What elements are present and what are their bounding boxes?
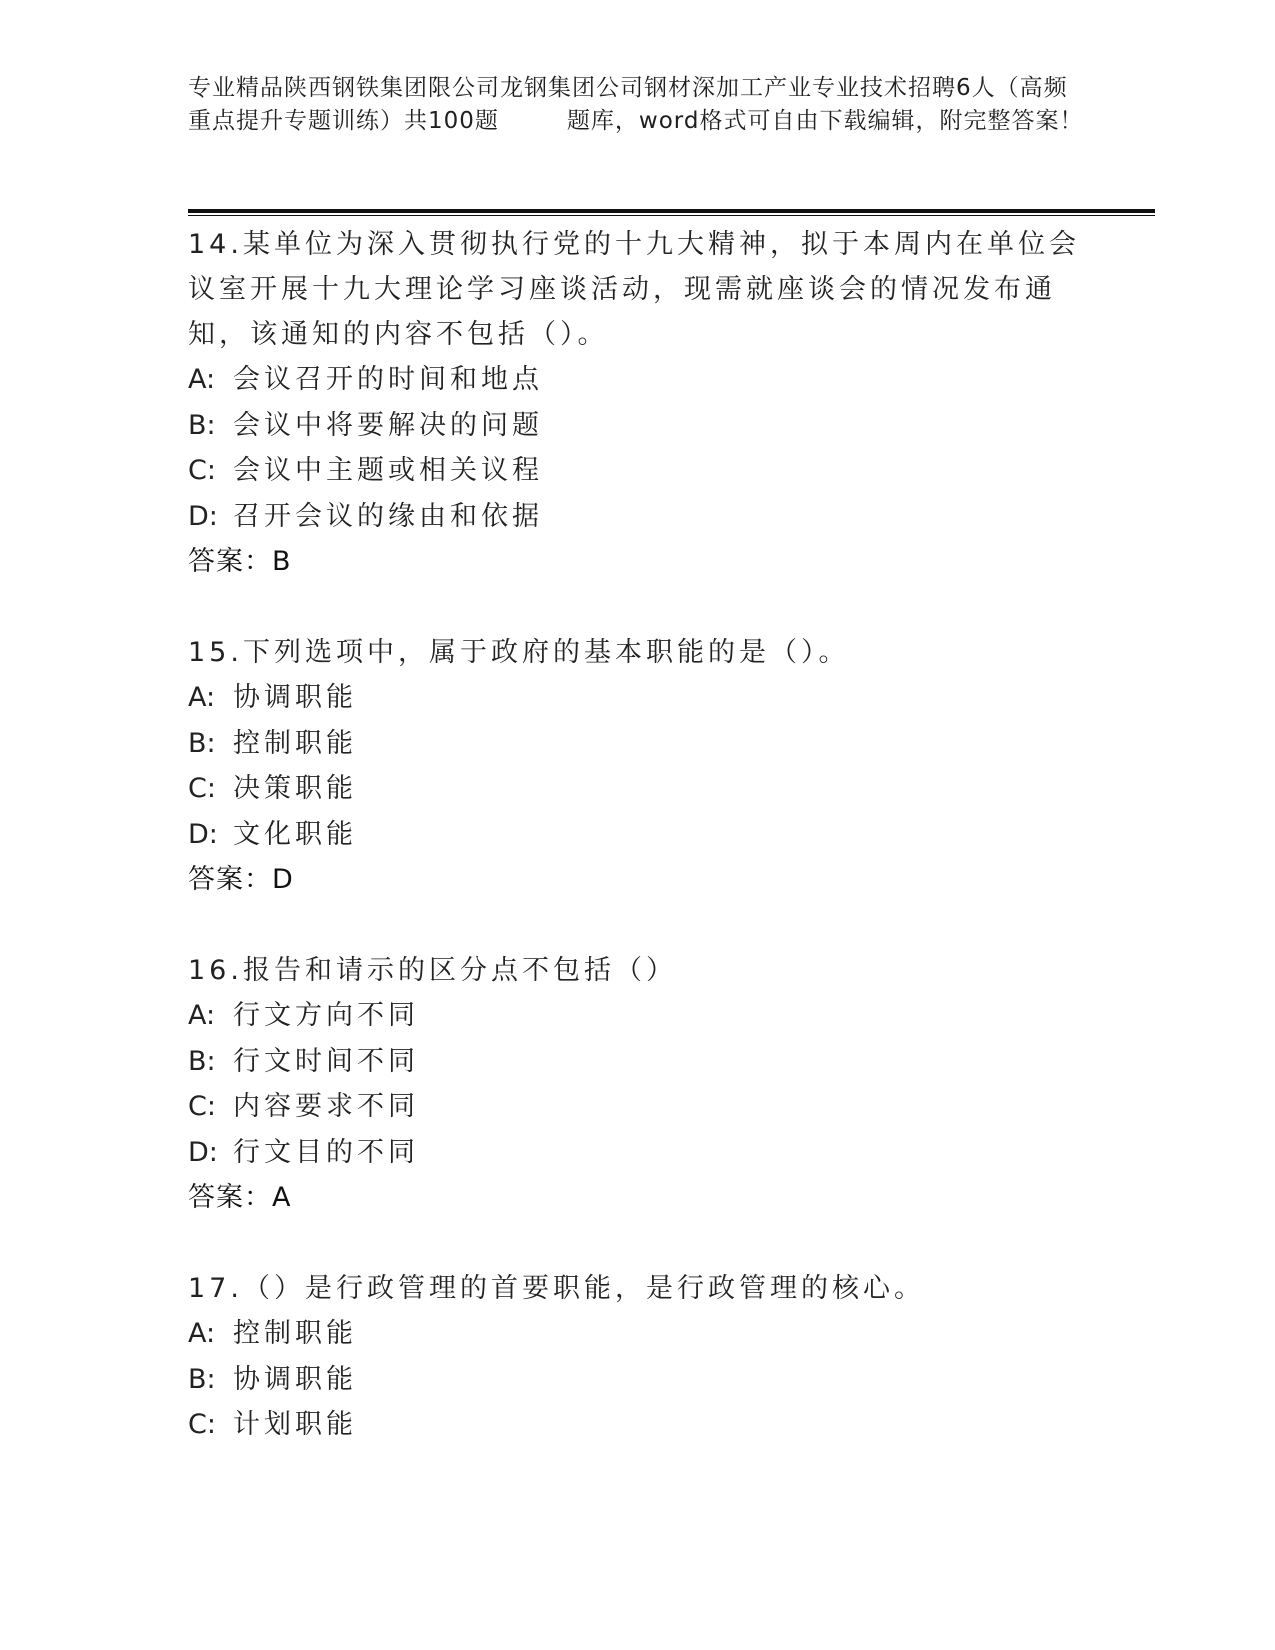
option-key: A: bbox=[188, 364, 216, 395]
question-text: 17.（）是行政管理的首要职能，是行政管理的核心。 bbox=[188, 1273, 925, 1304]
option-text: 召开会议的缘由和依据 bbox=[233, 500, 543, 532]
option-key: B: bbox=[188, 409, 216, 441]
option-a bbox=[188, 1311, 1088, 1357]
question-text: 16.报告和请示的区分点不包括（） bbox=[188, 955, 677, 986]
answer-text: 答案：B bbox=[188, 546, 292, 577]
header-title-part2: 题库，word格式可自由下载编辑，附完整答案！ bbox=[566, 108, 1084, 134]
option-text: 行文时间不同 bbox=[233, 1045, 419, 1077]
option-key: A: bbox=[188, 1318, 216, 1349]
option-b bbox=[188, 403, 1088, 449]
header-rule-thin bbox=[188, 215, 1155, 216]
answer-text: 答案：A bbox=[188, 1182, 292, 1213]
option-a bbox=[188, 675, 1088, 721]
option-key: A: bbox=[188, 682, 216, 713]
option-key: D: bbox=[188, 500, 218, 532]
option-a bbox=[188, 993, 1088, 1039]
option-key: D: bbox=[188, 1136, 218, 1168]
header-title-part1: 专业精品陕西钢铁集团限公司龙钢集团公司钢材深加工产业专业技术招聘6人（高频重点提升专题训练）共100题 bbox=[188, 75, 1068, 134]
option-a bbox=[188, 357, 1088, 403]
option-key: C: bbox=[188, 773, 216, 804]
answer-text: 答案：D bbox=[188, 864, 294, 895]
question-text: 15.下列选项中，属于政府的基本职能的是（）。 bbox=[188, 637, 850, 668]
option-text: 文化职能 bbox=[233, 818, 357, 850]
option-d bbox=[188, 812, 1088, 858]
option-text: 会议中将要解决的问题 bbox=[233, 409, 543, 441]
header-rule-thick bbox=[188, 209, 1155, 213]
question-16 bbox=[188, 948, 1088, 1221]
option-key: C: bbox=[188, 1409, 216, 1440]
option-text: 控制职能 bbox=[233, 727, 357, 759]
question-text: 14.某单位为深入贯彻执行党的十九大精神，拟于本周内在单位会议室开展十九大理论学习座谈活动，现需就座谈会的情况发布通知，该通知的内容不包括（）。 bbox=[188, 229, 1080, 350]
option-key: C: bbox=[188, 455, 216, 486]
option-key: B: bbox=[188, 1045, 216, 1077]
option-key: A: bbox=[188, 1000, 216, 1031]
option-d bbox=[188, 494, 1088, 540]
question-17 bbox=[188, 1266, 1088, 1448]
option-key: B: bbox=[188, 1363, 216, 1395]
question-spacer bbox=[188, 1221, 1088, 1266]
option-text: 控制职能 bbox=[233, 1318, 357, 1349]
option-text: 计划职能 bbox=[233, 1409, 357, 1440]
question-15 bbox=[188, 630, 1088, 903]
option-b bbox=[188, 1039, 1088, 1085]
option-key: D: bbox=[188, 818, 218, 850]
question-spacer bbox=[188, 585, 1088, 630]
option-text: 行文目的不同 bbox=[233, 1136, 419, 1168]
option-key: C: bbox=[188, 1091, 216, 1122]
option-text: 会议中主题或相关议程 bbox=[233, 455, 543, 486]
option-text: 协调职能 bbox=[233, 1363, 357, 1395]
question-14 bbox=[188, 222, 1088, 585]
option-text: 行文方向不同 bbox=[233, 1000, 419, 1031]
option-c bbox=[188, 448, 1088, 494]
option-d bbox=[188, 1130, 1088, 1176]
option-text: 内容要求不同 bbox=[233, 1091, 419, 1122]
question-spacer bbox=[188, 903, 1088, 948]
option-text: 会议召开的时间和地点 bbox=[233, 364, 543, 395]
option-text: 协调职能 bbox=[233, 682, 357, 713]
option-text: 决策职能 bbox=[233, 773, 357, 804]
question-list bbox=[188, 222, 1088, 1448]
option-c bbox=[188, 1402, 1088, 1448]
option-c bbox=[188, 1084, 1088, 1130]
document-header bbox=[188, 72, 1088, 138]
option-key: B: bbox=[188, 727, 216, 759]
option-b bbox=[188, 721, 1088, 767]
option-b bbox=[188, 1357, 1088, 1403]
option-c bbox=[188, 766, 1088, 812]
